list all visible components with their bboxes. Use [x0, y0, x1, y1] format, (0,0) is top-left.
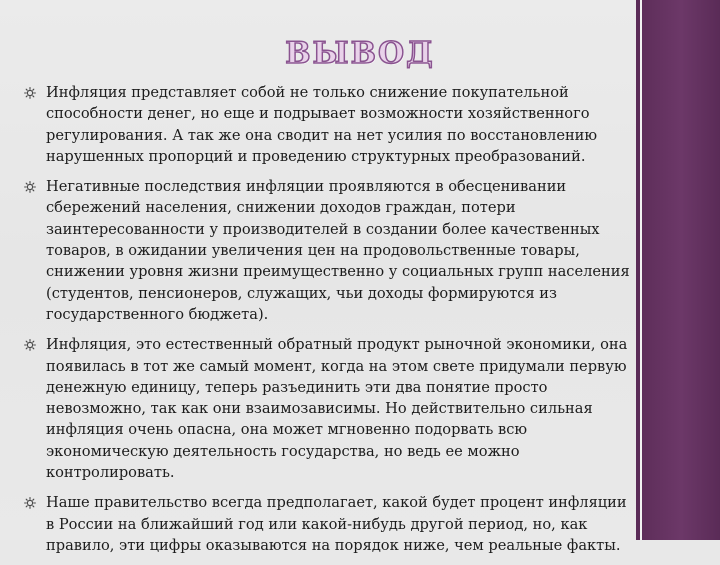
bullet-item: [22, 492, 632, 556]
accent-side-band: [642, 0, 720, 540]
bullet-text: Инфляция, это естественный обратный продукт рыночной экономики, она появилась в тот же самый момент, когда на этом свете придумали первую денежную единицу, теперь разъединить эти два понятие просто невозможно, так как они взаимозависимы. Но действительно сильная инфляция очень опасна, она может мгновенно подорвать всю экономическую деятельность государства, но ведь ее можно контролировать.: [46, 336, 628, 482]
bullet-list: [22, 82, 632, 565]
bullet-text: Инфляция представляет собой не только снижение покупательной способности денег, но еще и подрывает возможности хозяйственного регулирования. А так же она сводит на нет усилия по восстановлению нарушенных пропорций и проведению структурных преобразований.: [46, 84, 598, 165]
sun-bullet-icon: [24, 181, 36, 193]
bullet-item: [22, 176, 632, 325]
sun-bullet-icon: [24, 87, 36, 99]
slide-title: ВЫВОД: [285, 36, 435, 71]
bullet-text: Негативные последствия инфляции проявляются в обесценивании сбережений населения, снижении доходов граждан, потери заинтересованности у производителей в создании более качественных товаров, в ожидании увеличения цен на продовольственные товары, снижении уровня жизни преимущественно у социальных групп населения (студентов, пенсионеров, служащих, чьи доходы формируются из государственного бюджета).: [46, 178, 630, 323]
bullet-text: Наше правительство всегда предполагает, какой будет процент инфляции в России на ближайший год или какой-нибудь другой период, но, как правило, эти цифры оказываются на порядок ниже, чем реальные факты.: [46, 494, 627, 554]
bullet-item: [22, 82, 632, 167]
sun-bullet-icon: [24, 339, 36, 351]
bullet-item: [22, 334, 632, 483]
sun-bullet-icon: [24, 497, 36, 509]
